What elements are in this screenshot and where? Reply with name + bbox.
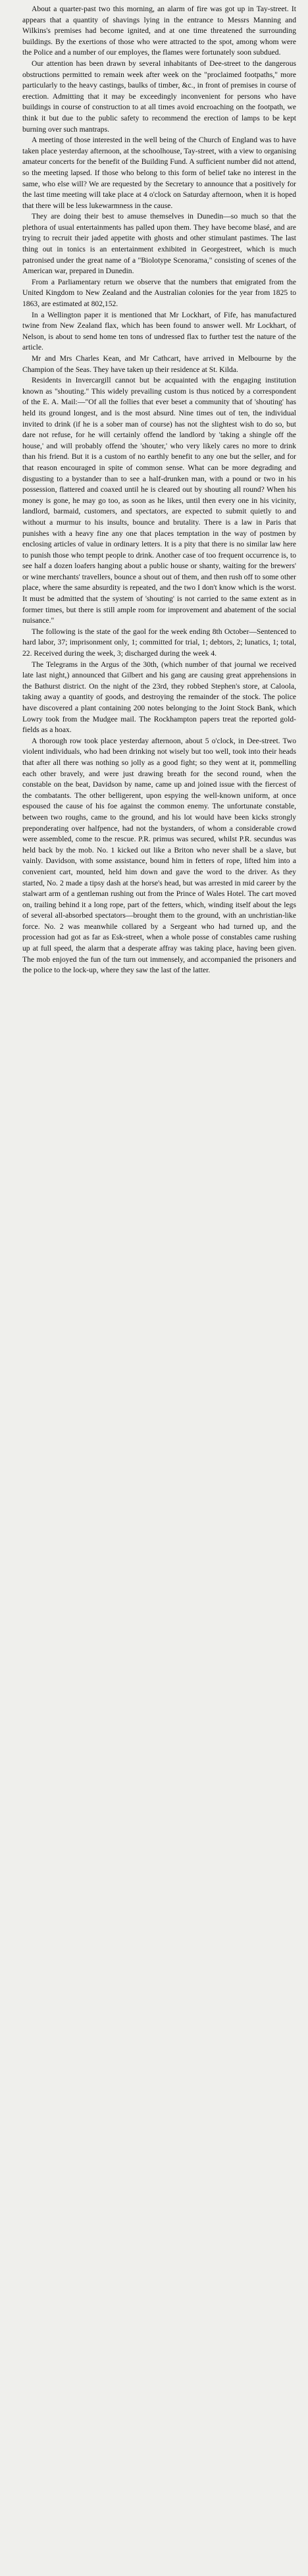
article-paragraph: A thorough row took place yesterday afternoon, about 5 o'clock, in Dee-street. Two violent individuals, who had been drinking not wisely but too well, took into their heads that after all there was nothing so jolly as a good fight; so they went at it, pommelling each other bravely, and were just drawing breath for the second round, when the constable on the beat, Davidson by name, came up and joined issue with the fiercest of the combatants. The other belligerent, upon espying the well-known uniform, at once espoused the cause of his foe against the common enemy. The unfortunate constable, between two roughs, came to the ground, and his lot would have been kicks strongly preponderating over halfpence, had not the bystanders, of whom a considerable crowd were assembled, come to the rescue. P.R. primus was secured, whilst P.R. secundus was held back by the mob. No. 1 kicked out like a Briton who never shall be a slave, but vainly. Davidson, with some assistance, bound him in fetters of rope, lifted him into a convenient cart, mounted, held him down and gave the word to the driver. As they started, No. 2 made a tipsy dash at the horse's head, but was arrested in mid career by the stalwart arm of a gentleman rushing out from the Prince of Wales Hotel. The cart moved on, trailing behind it a long rope, part of the fetters, which, winding itself about the legs of several all-absorbed spectators—brought them to the ground, with an unchristian-like force. No. 2 was meanwhile collared by a Sergeant who had turned up, and the procession had got as far as Esk-street, when a whole posse of constables came rushing up at full speed, the alarm that a desperate affray was taking place, having been given. The mob enjoyed the fun of the turn out immensely, and accompanied the prisoners and the police to the lock-up, where they saw the last of the latter.: [22, 736, 296, 975]
article-paragraph: Mr and Mrs Charles Kean, and Mr Cathcart, have arrived in Melbourne by the Champion of the Seas. They have taken up their residence at St. Kilda.: [22, 354, 296, 374]
article-paragraph: The following is the state of the gaol for the week ending 8th October—Sentenced to hard labor, 37; imprisonment only, 1; committed for trial, 1; debtors, 2; lunatics, 1; total, 22. Received during the week, 3; discharged during the week 4.: [22, 627, 296, 658]
article-paragraph: The Telegrams in the Argus of the 30th, (which number of that journal we received late last night,) announced that Gilbert and his gang are causing great apprehensions in the Bathurst district. On the night of the 23rd, they robbed Stephen's store, at Caloola, taking away a quantity of goods, and destroying the remainder of the stock. The police have discovered a plant containing 200 notes belonging to the Joint Stock Bank, which Lowry took from the Mudgee mail. The Rockhampton papers treat the reported gold-fields as a hoax.: [22, 660, 296, 735]
column-foot: [22, 2571, 296, 2572]
article-paragraph: In a Wellington paper it is mentioned that Mr Lockhart, of Fife, has manufactured twine from New Zealand flax, which has been found to answer well. Mr Lockhart, of Nelson, is about to send home ten tons of undressed flax to further test the nature of the article.: [22, 310, 296, 352]
article-paragraph: Residents in Invercargill cannot but be acquainted with the engaging institution known as "shouting." This widely prevailing custom is thus noticed by a correspondent of the E. A. Mail:—"Of all the follies that ever beset a community that of 'shouting' has held its ground longest, and is the most absurd. Nine times out of ten, the individual invited to drink (if he is a sober man of course) has not the slightest wish to do so, but dare not refuse, for he will certainly offend the landlord by 'taking a shingle off the house,' and will probably offend the 'shouter,' who very likely cares no more to drink than his friend. But it is a custom of no earthly benefit to any one but the seller, and for that reason encouraged in spite of common sense. What can be more degrading and disgusting to a bystander than to see a half-drunken man, with a pound or two in his possession, flattered and coaxed until he is cleared out by shouting all round? When his money is gone, he may go too, as soon as he likes, until then every one in his vicinity, landlord, barmaid, customers, and spectators, are expected to submit quietly to and without a murmur to his insults, bounce and brutality. There is a law in Paris that punishes with a heavy fine any one that places temptation in the way of postmen by enclosing articles of value in ordinary letters. It is a pity that there is no similar law here to punish those who tempt people to drink. Another case of too frequent occurrence is, to see half a dozen loafers hanging about a public house or shanty, waiting for the brewers' or wine merchants' travellers, bounce a shout out of them, and then rush off to some other place, where the same absurdity is repeated, and the two I don't know which is the worst. It must be admitted that the system of 'shouting' is not carried to the same extent as in former times, but there is still ample room for improvement and abatement of the social nuisance.": [22, 376, 296, 625]
article-paragraph: From a Parliamentary return we observe that the numbers that emigrated from the United Kingdom to New Zealand and the Australian colonies for the year from 1825 to 1863, are estimated at 802,152.: [22, 277, 296, 309]
article-paragraph: About a quarter-past two this morning, an alarm of fire was got up in Tay-street. It appears that a quantity of shavings lying in the entrance to Messrs Manning and Wilkins's premises had become ignited, and at one time threatened the surrounding buildings. By the exertions of those who were attracted to the spot, among whom were the Police and a number of our employes, the flames were fortunately soon subdued.: [22, 5, 296, 57]
article-paragraph: Our attention has been drawn by several inhabitants of Dee-street to the dangerous obstructions permitted to remain week after week on the "proclaimed footpaths," more particularly to the heavy castings, baulks of timber, &c., in front of premises in course of erection. Admitting that it may be exceedingly inconvenient for persons who have buildings in course of construction to at all times avoid encroaching on the footpath, we think it but due to the public safety to recommend the erection of lamps to be kept burning over such mantraps.: [22, 59, 296, 134]
article-paragraph: They are doing their best to amuse themselves in Dunedin—so much so that the plethora of usual entertainments has palled upon them. They have become blasé, and are trying to recruit their jaded appetite with ghosts and other stimulant pastimes. The last thing out in tonics is an entertainment exhibited in Georgestreet, which is much patronised under the great name of a "Biolotype Scenorama," consisting of scenes of the American war, prepared in Dunedin.: [22, 212, 296, 276]
article-paragraph: A meeting of those interested in the well being of the Church of England was to have taken place yesterday afternoon, at the schoolhouse, Tay-street, with a view to organising amateur concerts for the benefit of the Building Fund. A sufficient number did not attend, so the meeting lapsed. If those who belong to this form of belief take no interest in the same, who else will? We are requested by the Secretary to announce that a positively for the last time meeting will take place at 4 o'clock on Saturday afternoon, when it is hoped that there will be less lukewarmness in the cause.: [22, 136, 296, 210]
